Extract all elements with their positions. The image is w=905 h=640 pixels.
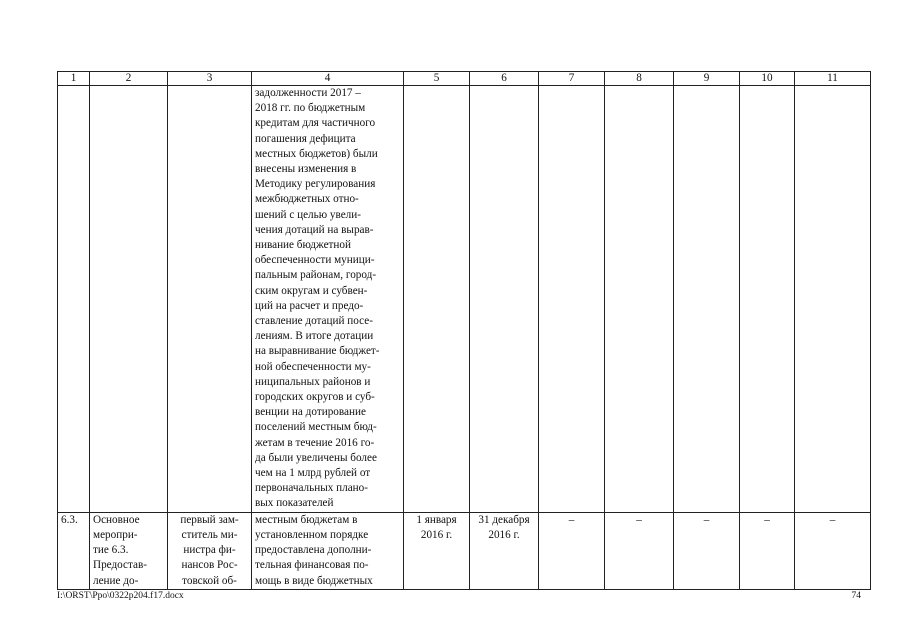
- cell-text-line: 1 января: [416, 513, 457, 526]
- cell-empty: [539, 86, 605, 513]
- cell-text-line: первоначальных плано-: [255, 482, 368, 495]
- cell-col8: –: [605, 512, 674, 589]
- cell-text-line: нистра фи-: [183, 544, 236, 557]
- cell-text-line: да были увеличены более: [255, 451, 377, 464]
- cell-text-line: 2016 г.: [420, 528, 453, 541]
- cell-text-line: Предостав-: [93, 559, 148, 572]
- header-cell: 1: [58, 72, 90, 86]
- header-cell: 10: [740, 72, 795, 86]
- cell-empty: [90, 86, 168, 513]
- cell-text-line: погашения дефицита: [255, 132, 356, 145]
- footer-page-number: 74: [851, 591, 861, 601]
- cell-text-line: 2018 гг. по бюджетным: [255, 102, 366, 115]
- header-cell: 5: [404, 72, 470, 86]
- footer-file-path: I:\ORST\Ppo\0322p204.f17.docx: [57, 591, 184, 601]
- cell-text-line: ление до-: [93, 574, 139, 587]
- cell-text-line: местных бюджетов) были: [255, 147, 378, 160]
- cell-text-line: установленном порядке: [255, 528, 369, 541]
- cell-col7: –: [539, 512, 605, 589]
- table-row-6-3: [58, 512, 871, 589]
- cell-text-line: чения дотаций на вырав-: [255, 223, 374, 236]
- cell-text-line: нивание бюджетной: [255, 239, 351, 252]
- cell-text-line: ститель ми-: [181, 528, 238, 541]
- cell-text-line: жетам в течение 2016 го-: [255, 436, 375, 449]
- cell-responsible: [168, 512, 252, 589]
- header-cell: 2: [90, 72, 168, 86]
- cell-text-line: городских округов и суб-: [255, 391, 375, 404]
- cell-text-line: венции на дотирование: [255, 406, 366, 419]
- cell-text-line: 31 декабря: [478, 513, 530, 526]
- cell-empty: [605, 86, 674, 513]
- cell-text-line: задолженности 2017 –: [255, 87, 361, 99]
- cell-text-line: тельная финансовая по-: [255, 559, 369, 572]
- cell-text-line: ной обеспеченности му-: [255, 360, 371, 373]
- cell-text-line: кредитам для частичного: [255, 117, 376, 130]
- header-cell: 3: [168, 72, 252, 86]
- cell-text-line: ским округам и субвен-: [255, 284, 368, 297]
- cell-empty: [740, 86, 795, 513]
- cell-empty: [404, 86, 470, 513]
- header-cell: 7: [539, 72, 605, 86]
- cell-col11: –: [795, 512, 871, 589]
- cell-text-line: внесены изменения в: [255, 163, 357, 176]
- header-cell: 11: [795, 72, 871, 86]
- cell-description-continued: [252, 86, 404, 513]
- cell-text-line: ставление дотаций посе-: [255, 315, 373, 328]
- cell-text-line: чем на 1 млрд рублей от: [255, 467, 371, 480]
- header-cell: 6: [470, 72, 539, 86]
- cell-start-date: [404, 512, 470, 589]
- cell-text-line: Основное: [93, 513, 140, 526]
- cell-description: [252, 512, 404, 589]
- cell-activity: [90, 512, 168, 589]
- header-cell: 8: [605, 72, 674, 86]
- cell-text-line: на выравнивание бюджет-: [255, 345, 380, 358]
- cell-text-line: ций на расчет и предо-: [255, 299, 364, 312]
- cell-end-date: [470, 512, 539, 589]
- cell-text-line: шений с целью увели-: [255, 208, 361, 221]
- cell-col9: –: [674, 512, 740, 589]
- cell-text-line: поселений местным бюд-: [255, 421, 377, 434]
- cell-text-line: местным бюджетам в: [255, 513, 358, 526]
- cell-text-line: нансов Рос-: [181, 559, 238, 572]
- main-table: [57, 71, 871, 590]
- header-cell: 9: [674, 72, 740, 86]
- cell-col10: –: [740, 512, 795, 589]
- cell-empty: [470, 86, 539, 513]
- cell-text-line: обеспеченности муници-: [255, 254, 375, 267]
- cell-text-line: предоставлена дополни-: [255, 544, 372, 557]
- cell-text-line: первый зам-: [180, 513, 239, 526]
- cell-empty: [168, 86, 252, 513]
- cell-text-line: лениям. В итоге дотации: [255, 330, 374, 343]
- cell-text-line: межбюджетных отно-: [255, 193, 359, 206]
- cell-text-line: Методику регулирования: [255, 178, 376, 191]
- cell-text-line: вых показателей: [255, 497, 334, 510]
- cell-text-line: тие 6.3.: [93, 544, 129, 557]
- cell-empty: [58, 86, 90, 513]
- cell-text-line: пальным районам, город-: [255, 269, 377, 282]
- header-cell: 4: [252, 72, 404, 86]
- cell-text-line: мощь в виде бюджетных: [255, 574, 373, 587]
- header-row: [58, 72, 871, 86]
- cell-row-number: 6.3.: [58, 512, 90, 589]
- cell-text-line: ниципальных районов и: [255, 375, 371, 388]
- cell-text-line: товской об-: [182, 574, 237, 587]
- cell-text-line: 2016 г.: [488, 528, 520, 541]
- cell-empty: [674, 86, 740, 513]
- cell-text-line: меропри-: [93, 528, 138, 541]
- table-row-continued: [58, 86, 871, 513]
- cell-empty: [795, 86, 871, 513]
